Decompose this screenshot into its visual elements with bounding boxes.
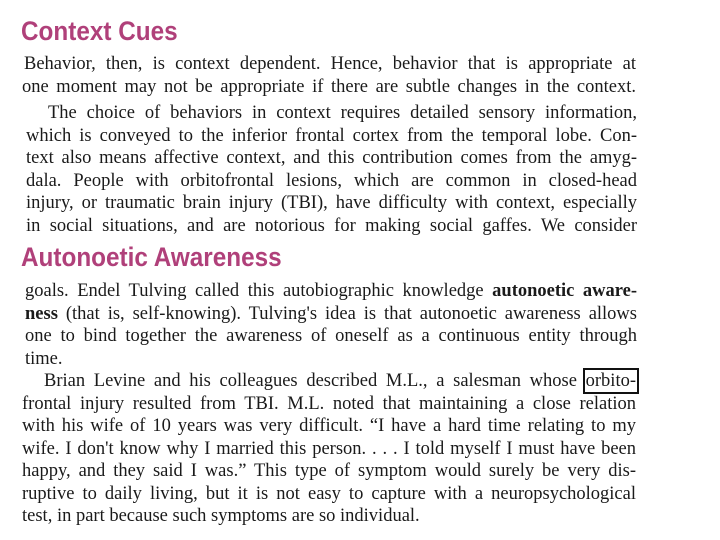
text-line: one moment may not be appropriate if there are subtle changes in the context.: [22, 76, 636, 97]
text-line: [25, 280, 637, 303]
term-bold: autonoetic aware-: [492, 281, 638, 301]
text-line: one to bind together the awareness of oneself as a continuous entity through: [25, 326, 637, 346]
paragraph-autonoetic-1: [25, 280, 637, 370]
heading-autonoetic-awareness: Autonoetic Awareness: [21, 242, 282, 272]
text-line: happy, and they said I was.” This type of symptom would surely be very dis-: [22, 461, 636, 481]
text-line: The choice of behaviors in context requires detailed sensory information,: [48, 103, 637, 123]
text-line: with his wife of 10 years was very difficult. “I have a hard time relating to my: [22, 416, 636, 436]
highlighted-term-box: orbito-: [585, 371, 636, 391]
text-run: Brian Levine and his colleagues described M.L., a salesman whose: [44, 371, 586, 391]
text-line: injury, or traumatic brain injury (TBI), have difficulty with context, especially: [26, 193, 637, 213]
cropped-text-region: [0, 102, 720, 240]
text-line: ruptive to daily living, but it is not easy to capture with a neuropsychological: [22, 483, 636, 504]
text-line: text also means affective context, and this contribution comes from the amyg-: [26, 148, 637, 168]
text-line: time.: [25, 348, 63, 369]
text-line: [22, 370, 636, 393]
text-run: (that is, self-knowing). Tulving's idea is that autonoetic awareness allows: [57, 303, 637, 324]
text-line: frontal injury resulted from TBI. M.L. noted that maintaining a close relation: [22, 393, 636, 414]
term-bold: ness: [25, 303, 58, 324]
text-line: [25, 303, 637, 326]
paragraph-autonoetic-2: [22, 370, 636, 528]
text-line: in social situations, and are notorious for making social gaffes. We consider: [26, 215, 637, 236]
text-line: dala. People with orbitofrontal lesions, which are common in closed-head: [26, 170, 637, 191]
text-line: Behavior, then, is context dependent. Hence, behavior that is appropriate at: [24, 54, 636, 74]
text-line: wife. I don't know why I married this person. . . . I told myself I must have been: [22, 438, 636, 459]
text-run: goals. Endel Tulving called this autobiographic knowledge: [25, 281, 493, 301]
heading-context-cues: Context Cues: [21, 16, 178, 46]
text-line: which is conveyed to the inferior frontal cortex from the temporal lobe. Con-: [26, 125, 637, 146]
paragraph-context-2: [26, 102, 637, 237]
text-line: test, in part because such symptoms are so individual.: [22, 506, 420, 526]
paragraph-context-1: [22, 53, 636, 98]
